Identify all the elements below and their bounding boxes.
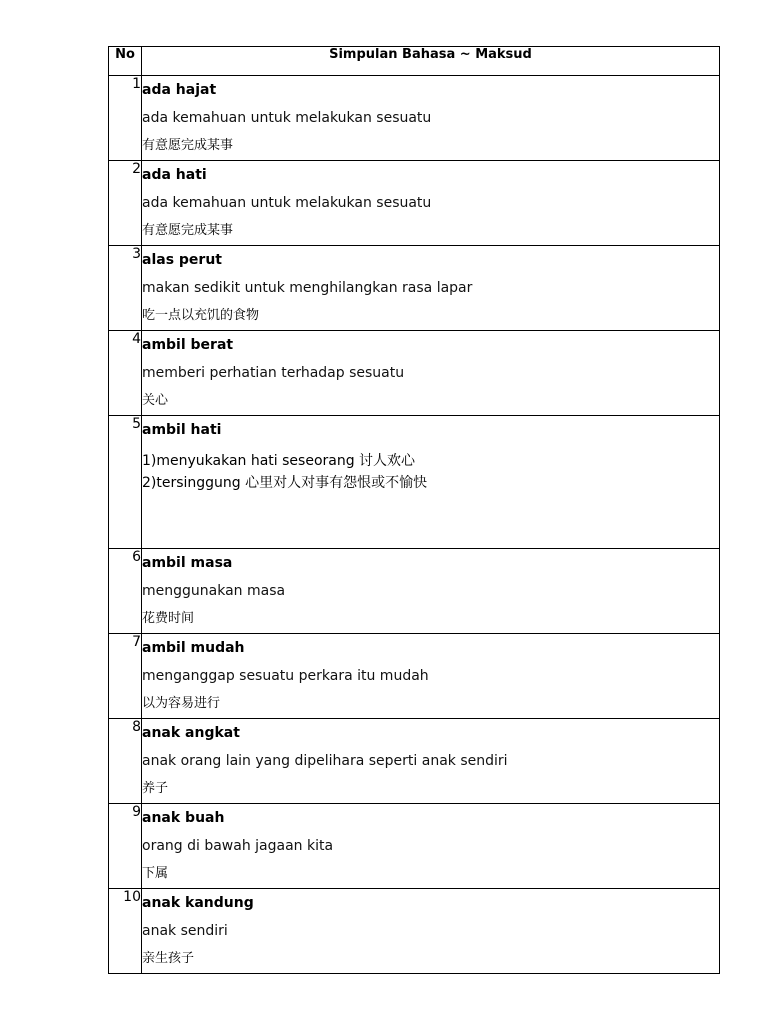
row-content	[142, 804, 720, 889]
row-content	[142, 634, 720, 719]
idiom-meaning: menganggap sesuatu perkara itu mudah	[142, 668, 429, 684]
idiom-chinese: 养子	[142, 781, 169, 796]
table-row	[109, 889, 720, 974]
idiom-chinese: 亲生孩子	[142, 951, 195, 966]
idiom-term: ambil berat	[142, 337, 234, 353]
row-number: 5	[109, 416, 142, 549]
table-row	[109, 804, 720, 889]
idiom-meaning: anak orang lain yang dipelihara seperti anak sendiri	[142, 753, 508, 769]
row-number: 4	[109, 331, 142, 416]
idiom-chinese: 花费时间	[142, 611, 195, 626]
idiom-term: anak angkat	[142, 725, 240, 741]
idiom-meaning-line: 2)tersinggung 心里对人对事有怨恨或不愉快	[142, 475, 428, 491]
row-content	[142, 549, 720, 634]
idiom-term: ambil hati	[142, 422, 222, 438]
idiom-chinese: 吃一点以充饥的食物	[142, 308, 260, 323]
column-header-no: No	[109, 47, 142, 76]
table-row	[109, 246, 720, 331]
row-number: 6	[109, 549, 142, 634]
idiom-chinese: 下属	[142, 866, 169, 881]
idiom-term: ambil mudah	[142, 640, 245, 656]
idiom-term: alas perut	[142, 252, 222, 268]
idiom-chinese: 以为容易进行	[142, 696, 221, 711]
row-content	[142, 331, 720, 416]
row-content	[142, 889, 720, 974]
idiom-meaning: menggunakan masa	[142, 583, 286, 599]
idiom-term: anak buah	[142, 810, 225, 826]
idiom-meaning: memberi perhatian terhadap sesuatu	[142, 365, 405, 381]
table-header-row	[109, 47, 720, 76]
table-row	[109, 634, 720, 719]
idiom-meaning: orang di bawah jagaan kita	[142, 838, 334, 854]
idiom-meaning: ada kemahuan untuk melakukan sesuatu	[142, 195, 432, 211]
idiom-chinese: 有意愿完成某事	[142, 223, 234, 238]
row-content	[142, 246, 720, 331]
row-content	[142, 76, 720, 161]
row-content	[142, 416, 720, 549]
row-content	[142, 719, 720, 804]
row-number: 9	[109, 804, 142, 889]
row-number: 3	[109, 246, 142, 331]
row-content	[142, 161, 720, 246]
idiom-chinese: 有意愿完成某事	[142, 138, 234, 153]
idiom-chinese: 关心	[142, 393, 169, 408]
row-number: 7	[109, 634, 142, 719]
table-row	[109, 161, 720, 246]
table-row	[109, 76, 720, 161]
document-page	[108, 46, 720, 976]
table-row	[109, 549, 720, 634]
row-number: 10	[109, 889, 142, 974]
idiom-term: ambil masa	[142, 555, 233, 571]
table-row	[109, 719, 720, 804]
idiom-meaning-list	[142, 444, 719, 494]
row-number: 1	[109, 76, 142, 161]
idiom-term: ada hati	[142, 167, 207, 183]
idiom-meaning-line: 1)menyukakan hati seseorang 讨人欢心	[142, 453, 416, 469]
idiom-meaning: anak sendiri	[142, 923, 228, 939]
idiom-meaning: ada kemahuan untuk melakukan sesuatu	[142, 110, 432, 126]
column-header-title: Simpulan Bahasa ~ Maksud	[142, 47, 720, 76]
idiom-table	[108, 46, 720, 974]
idiom-term: anak kandung	[142, 895, 254, 911]
row-number: 8	[109, 719, 142, 804]
table-row	[109, 331, 720, 416]
row-number: 2	[109, 161, 142, 246]
idiom-term: ada hajat	[142, 82, 217, 98]
table-row	[109, 416, 720, 549]
idiom-meaning: makan sedikit untuk menghilangkan rasa lapar	[142, 280, 473, 296]
